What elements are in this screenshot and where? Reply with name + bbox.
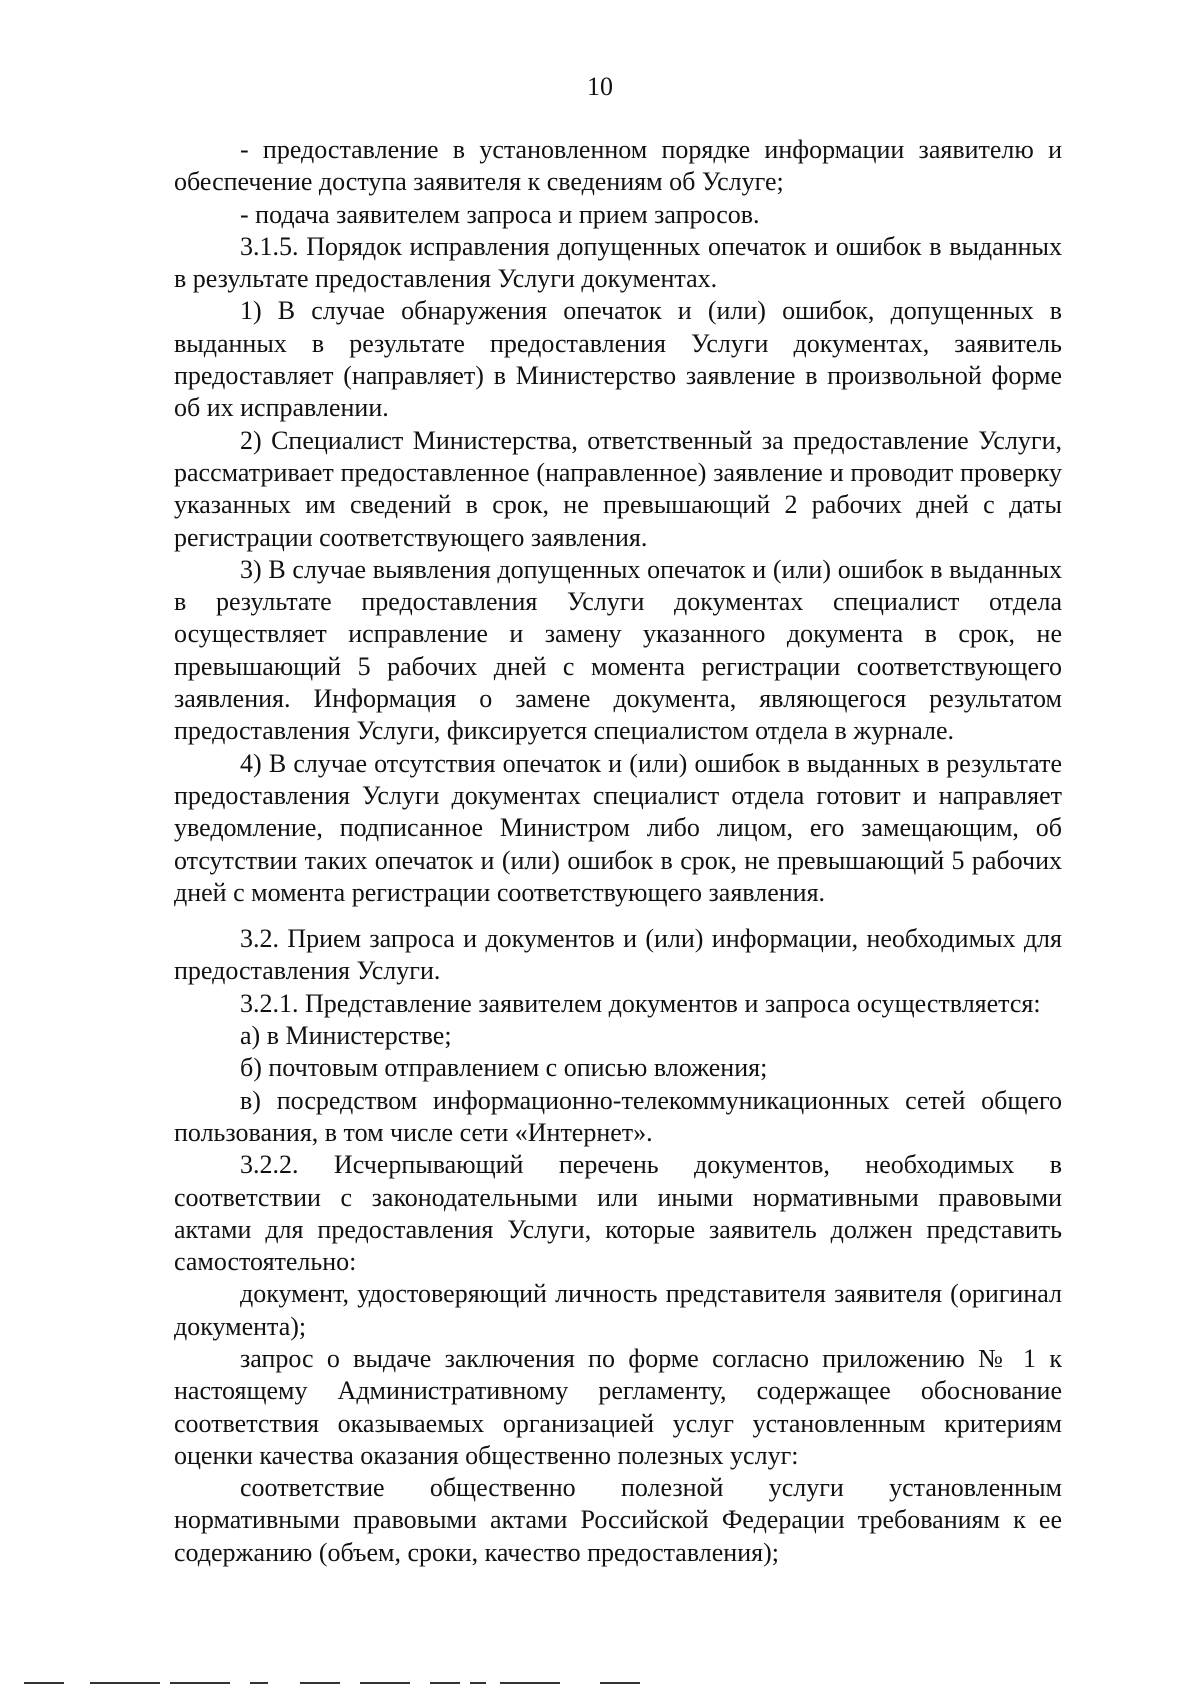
paragraph-item-1: 1) В случае обнаружения опечаток и (или) ошибок, допущенных в выданных в результате предоставления Услуги документах, заявитель предоставляет (направляет) в Министерство заявление в произвольной форме об их исправлении. xyxy=(174,296,1062,423)
page-number: 10 xyxy=(587,72,613,101)
paragraph-3-1-5: 3.1.5. Порядок исправления допущенных опечаток и ошибок в выданных в результате предоставления Услуги документах. xyxy=(174,231,1062,294)
paragraph-service-compliance: соответствие общественно полезной услуги установленным нормативными правовыми актами Российской Федерации требованиям к ее содержанию (объем, сроки, качество предоставления); xyxy=(174,1473,1062,1567)
paragraph-item-4: 4) В случае отсутствия опечаток и (или) ошибок в выданных в результате предоставления Услуги документах специалист отдела готовит и направляет уведомление, подписанное Министром либо лицом, его замещающим, об отсутствии таких опечаток и (или) ошибок в срок, не превышающий 5 рабочих дней с момента регистрации соответствующего заявления. xyxy=(174,748,1062,907)
paragraph-option-b: б) почтовым отправлением с описью вложения; xyxy=(240,1053,768,1083)
paragraph-item-3: 3) В случае выявления допущенных опечаток и (или) ошибок в выданных в результате предоставления Услуги документах специалист отдела осуществляет исправление и замену указанного документа в срок, не превышающий 5 рабочих дней с момента регистрации соответствующего заявления. Информация о замене документа, являющегося результатом предоставления Услуги, фиксируется специалистом отдела в журнале. xyxy=(174,554,1062,746)
paragraph-info-provision: - предоставление в установленном порядке информации заявителю и обеспечение доступа заявителя к сведениям об Услуге; xyxy=(174,135,1062,197)
paragraph-item-2: 2) Специалист Министерства, ответственный за предоставление Услуги, рассматривает предоставленное (направленное) заявление и проводит проверку указанных им сведений в срок, не превышающий 2 рабочих дней с даты регистрации соответствующего заявления. xyxy=(174,425,1062,552)
paragraph-option-v: в) посредством информационно-телекоммуникационных сетей общего пользования, в том числе сети «Интернет». xyxy=(174,1085,1062,1147)
paragraph-3-2: 3.2. Прием запроса и документов и (или) информации, необходимых для предоставления Услуги. xyxy=(174,924,1062,986)
paragraph-identity-document: документ, удостоверяющий личность представителя заявителя (оригинал документа); xyxy=(174,1279,1062,1341)
paragraph-option-a: а) в Министерстве; xyxy=(240,1021,452,1051)
scan-bottom-edge xyxy=(0,1682,1200,1686)
paragraph-request-submission: - подача заявителем запроса и прием запросов. xyxy=(240,199,760,229)
document-body xyxy=(174,134,1062,1569)
paragraph-conclusion-request: запрос о выдаче заключения по форме согласно приложению № 1 к настоящему Административному регламенту, содержащее обоснование соответствия оказываемых организацией услуг установленным критериям оценки качества оказания общественно полезных услуг: xyxy=(174,1343,1062,1470)
paragraph-3-2-2: 3.2.2. Исчерпывающий перечень документов, необходимых в соответствии с законодательными или иными нормативными правовыми актами для предоставления Услуги, которые заявитель должен представить самостоятельно: xyxy=(174,1150,1062,1277)
paragraph-3-2-1: 3.2.1. Представление заявителем документов и запроса осуществляется: xyxy=(240,988,1041,1018)
